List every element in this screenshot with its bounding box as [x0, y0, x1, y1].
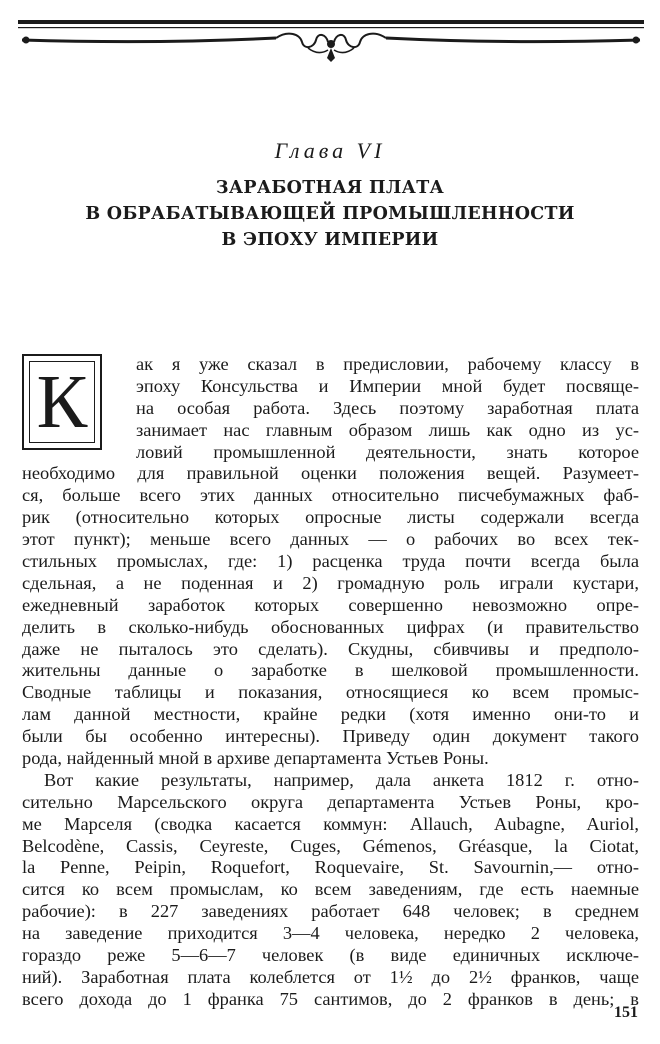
text-line: всего дохода до 1 франка 75 сантимов, до 2 франков в день; в [22, 988, 639, 1009]
text-line: ловий промышленной деятельности, знать которое [136, 441, 639, 462]
text-line: сдельная, а не поденная и 2) громадную роль играли кустари, [22, 572, 639, 593]
text-line: стильных промыслах, где: 1) расценка труда почти всегда была [22, 551, 639, 572]
chapter-title-line-2: В ОБРАБАТЫВАЮЩЕЙ ПРОМЫШЛЕННОСТИ [85, 204, 575, 224]
drop-cap-letter: К [29, 361, 95, 443]
text-line: необходимо для правильной оценки положения вещей. Разумеет- [22, 463, 639, 484]
chapter-title-line-1: ЗАРАБОТНАЯ ПЛАТА [215, 178, 445, 198]
text-line: лам данной местности, крайне редки (хотя именно они-то и [22, 704, 639, 725]
text-line: были бы особенно интересны). Приведу один документ такого [22, 726, 639, 747]
text-line: ме Марселя (сводка касается коммун: Allauch, Aubagne, Auriol, [22, 813, 639, 834]
text-line: Вот какие результаты, например, дала анкета 1812 г. отно- [44, 769, 639, 790]
text-line: на особая работа. Здесь поэтому заработная плата [136, 397, 639, 418]
text-line: Сводные таблицы и показания, относящиеся ко всем промыс- [22, 682, 639, 703]
text-line: эпоху Консульства и Империи мной будет посвяще- [136, 375, 639, 396]
chapter-label: Глава VI [274, 138, 386, 163]
text-line: ежедневный заработок которых совершенно невозможно опре- [22, 594, 639, 615]
text-line: рик (относительно которых опросные листы содержали всегда [22, 507, 639, 528]
text-line: на заведение приходится 3—4 человека, нередко 2 человека, [22, 923, 639, 944]
page-number: 151 [614, 1004, 638, 1021]
text-line: жительны данные о заработке в шелковой промышленности. [22, 660, 639, 681]
text-line: Belcodène, Cassis, Ceyreste, Cuges, Gémenos, Gréasque, la Ciotat, [22, 835, 639, 856]
chapter-title-line-3: В ЭПОХУ ИМПЕРИИ [221, 230, 439, 250]
text-line: рабочие): в 227 заведениях работает 648 человек; в среднем [22, 901, 639, 922]
body-text [22, 354, 639, 1011]
text-line: la Penne, Peipin, Roquefort, Roquevaire, St. Savournin,— отно- [22, 857, 639, 878]
text-line: занимает нас главным образом лишь как одно из ус- [136, 419, 639, 440]
text-line: рода, найденный мной в архиве департамента Устьев Роны. [22, 748, 489, 769]
header-ornament [18, 14, 644, 66]
text-line: делить в сколько-нибудь обоснованных цифрах (и правительство [22, 616, 639, 637]
text-line: этот пункт); меньше всего данных — о рабочих во всех тек- [22, 529, 639, 550]
text-line: сится ко всем промыслам, ко всем заведениям, где есть наемные [22, 879, 639, 900]
text-line: ний). Заработная плата колеблется от 1½ до 2½ франков, чаще [22, 966, 639, 987]
text-line: ся, больше всего этих данных относительно писчебумажных фаб- [22, 485, 639, 506]
text-line: гораздо реже 5—6—7 человек (в виде единичных исключе- [22, 945, 639, 966]
text-line: сительно Марсельского округа департамента Устьев Роны, кро- [22, 791, 639, 812]
text-line: ак я уже сказал в предисловии, рабочему классу в [136, 354, 639, 374]
text-line: даже не пыталось это сделать). Скудны, сбивчивы и предполо- [22, 638, 639, 659]
